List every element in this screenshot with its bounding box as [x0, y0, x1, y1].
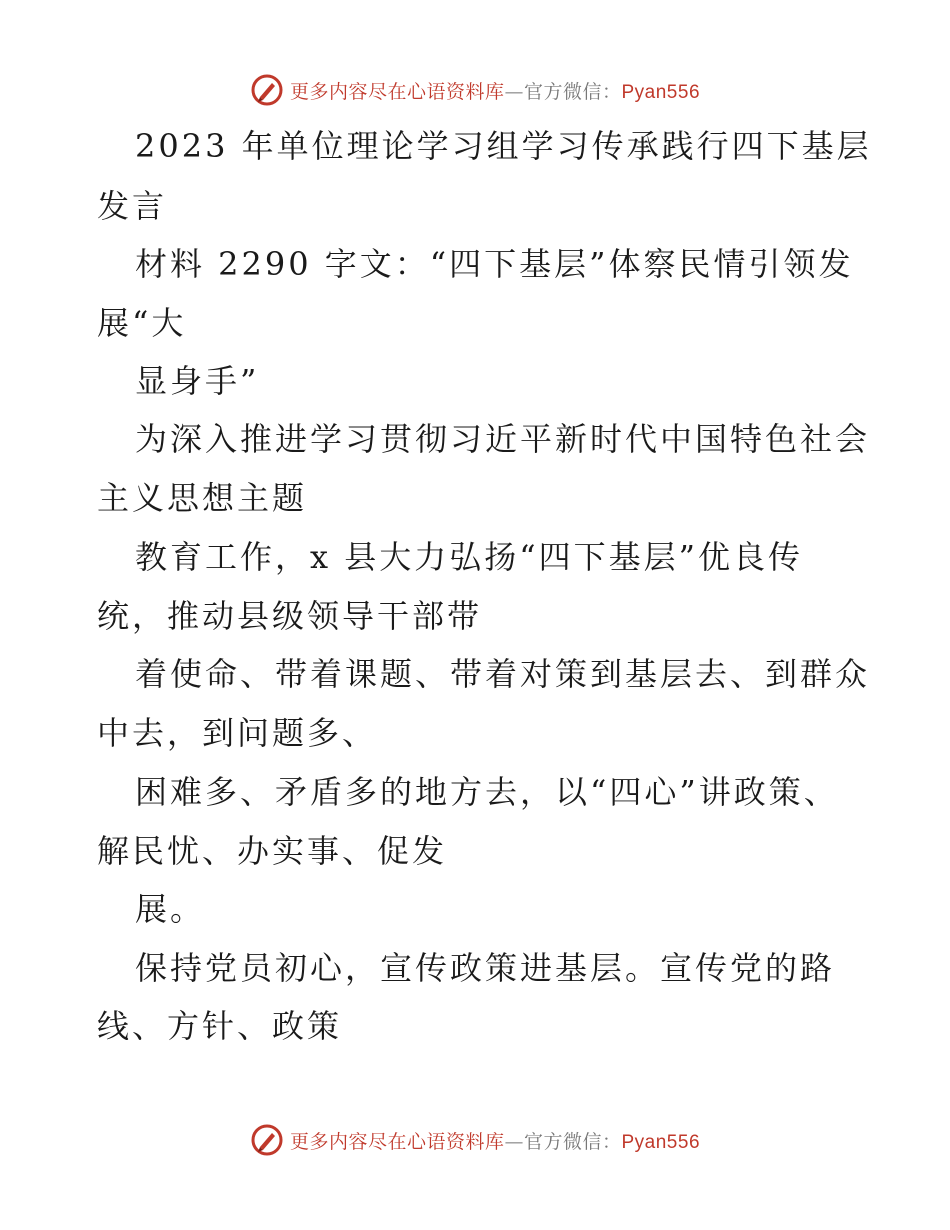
doc-line: 中去，到问题多、: [97, 714, 378, 752]
doc-line: 统，推动县级领导干部带: [97, 597, 483, 635]
doc-line: 显身手”: [135, 362, 260, 400]
doc-line: 展“大: [97, 304, 187, 342]
pen-logo-icon: [250, 1123, 284, 1157]
footer-watermark: [0, 1120, 950, 1160]
watermark-separator: —: [504, 1130, 524, 1153]
watermark-id: Pyan556: [621, 81, 701, 103]
pen-logo-icon: [250, 73, 284, 107]
header-watermark: [0, 70, 950, 110]
watermark-label: 官方微信：: [523, 1130, 622, 1153]
doc-line: 解民忧、办实事、促发: [97, 832, 448, 870]
doc-line: 线、方针、政策: [97, 1007, 343, 1045]
watermark-text: [290, 1127, 700, 1154]
doc-line: 展。: [135, 890, 206, 928]
doc-line: 教育工作，x 县大力弘扬“四下基层”优良传: [135, 538, 803, 576]
doc-line: 发言: [97, 187, 168, 225]
watermark-text: [290, 77, 700, 104]
doc-line: 为深入推进学习贯彻习近平新时代中国特色社会: [135, 420, 871, 458]
doc-line: 材料 2290 字文：“四下基层”体察民情引领发: [135, 245, 854, 283]
doc-line: 着使命、带着课题、带着对策到基层去、到群众: [135, 655, 871, 693]
watermark-id: Pyan556: [621, 1131, 701, 1153]
watermark-label: 官方微信：: [523, 80, 622, 103]
doc-line: 2023 年单位理论学习组学习传承践行四下基层: [135, 127, 872, 165]
watermark-brand: 更多内容尽在心语资料库: [289, 80, 505, 103]
doc-line: 保持党员初心，宣传政策进基层。宣传党的路: [135, 949, 836, 987]
doc-line: 主义思想主题: [97, 479, 308, 517]
watermark-separator: —: [504, 80, 524, 103]
doc-line: 困难多、矛盾多的地方去，以“四心”讲政策、: [135, 773, 839, 811]
watermark-brand: 更多内容尽在心语资料库: [289, 1130, 505, 1153]
